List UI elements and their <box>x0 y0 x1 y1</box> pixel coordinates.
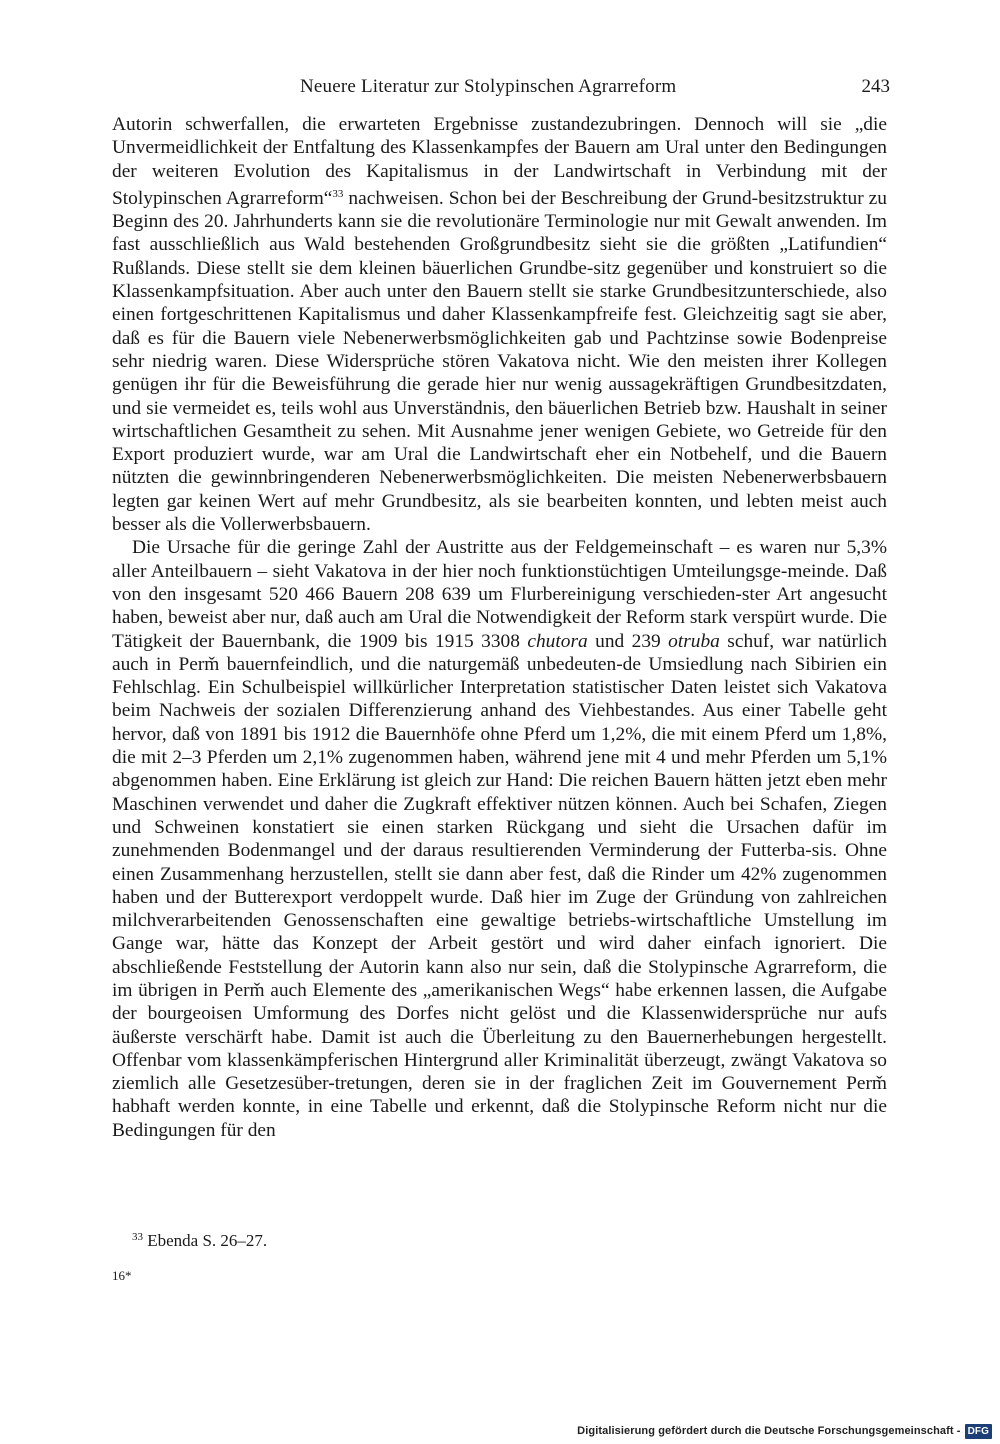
body-text <box>112 113 887 1142</box>
paragraph-1-text-b: nachweisen. Schon bei der Beschreibung der Grund-besitzstruktur zu Beginn des 20. Jahrhunderts kann sie die revolutionäre Terminologie nur mit Gewalt anwenden. Im fast ausschließlich aus Wald bestehenden Großgrundbesitz sieht sie die größten „Latifundien“ Rußlands. Diese stellt sie dem kleinen bäuerlichen Grundbe-sitz gegenüber und konstruiert so die Klassenkampfsituation. Aber auch unter den Bauern stellt sie starke Grundbesitzunterschiede, also einen fortgeschrittenen Kapitalismus und daher Klassenkampfreife fest. Gleichzeitig sagt sie aber, daß es für die Bauern viele Nebenerwerbsmöglichkeiten gab und Pachtzinse sowie Bodenpreise sehr niedrig waren. Diese Widersprüche stören Vakatova nicht. Wie den meisten ihrer Kollegen genügen ihr für die Beweisführung die gerade hier nur wenig aussagekräftigen Grundbesitzdaten, und sie vermeidet es, teils wohl aus Unverständnis, den bäuerlichen Betrieb bzw. Haushalt in seiner wirtschaftlichen Gesamtheit zu sehen. Mit Ausnahme jener wenigen Gebiete, wo Getreide für den Export produziert wurde, war am Ural die Landwirtschaft eher ein Notbehelf, und die Bauern nützten die gewinnbringenderen Nebenerwerbsmöglichkeiten. Die meisten Nebenerwerbsbauern legten gar keinen Wert auf mehr Grundbesitz, als sie bearbeiten konnten, und lebten meist auch besser als die Vollerwerbsbauern. <box>112 187 887 536</box>
footnote-text: Ebenda S. 26–27. <box>143 1231 268 1250</box>
credit-text: Digitalisierung gefördert durch die Deutsche Forschungsgemeinschaft - <box>577 1425 961 1437</box>
paragraph-1-text-a: Autorin schwerfallen, die erwarteten Ergebnisse zustandezubringen. Dennoch will sie „die Unvermeidlichkeit der Entfaltung des Klassenkampfes der Bauern am Ural unter den Bedingungen der weiteren Evolution des Kapitalismus in der Landwirtschaft in Verbindung mit der Stolypinschen Agrarreform“ <box>112 114 887 209</box>
page-number: 243 <box>861 76 890 97</box>
paragraph-2-text-a: Die Ursache für die geringe Zahl der Austritte aus der Feldgemeinschaft – es waren nur 5,3% aller Anteilbauern – sieht Vakatova in der hier noch funktionstüchtigen Umteilungsge-meinde. Daß von den insgesamt 520 466 Bauern 208 639 um Flurbereinigung verschieden-ster Art angesucht haben, beweist aber nur, daß auch am Ural die Notwendigkeit der Reform stark verspürt wurde. Die Tätigkeit der Bauernbank, die 1909 bis 1915 3308 <box>112 537 887 652</box>
paragraph-2-text-c: schuf, war natürlich auch in Perm̌ bauernfeindlich, und die naturgemäß unbedeuten-de Umsiedlung nach Sibirien ein Fehlschlag. Ein Schulbeispiel willkürlicher Interpretation statistischer Daten leistet sich Vakatova beim Nachweis der sozialen Differenzierung anhand des Viehbestandes. Aus einer Tabelle geht hervor, daß von 1891 bis 1912 die Bauernhöfe ohne Pferd um 1,2%, die mit einem Pferd um 1,8%, die mit 2–3 Pferden um 2,1% zugenommen haben, während jene mit 4 und mehr Pferden um 5,1% abgenommen haben. Eine Erklärung ist gleich zur Hand: Die reichen Bauern hätten jetzt eben mehr Maschinen verwendet und daher die Zugkraft effektiver nützen können. Auch bei Schafen, Ziegen und Schweinen konstatiert sie einen starken Rückgang und sieht die Ursachen dafür im zunehmenden Bodenmangel und der daraus resultierenden Verminderung der Futterba-sis. Ohne einen Zusammenhang herzustellen, stellt sie dann aber fest, daß die Rinder um 42% zugenommen haben und der Butterexport verdoppelt wurde. Daß hier im Zuge der Gründung von zahlreichen milchverarbeitenden Genossenschaften eine gewaltige betriebs-wirtschaftliche Umstellung im Gange war, hätte das Konzept der Arbeit gestört und wird daher einfach ignoriert. Die abschließende Feststellung der Autorin kann also nur sein, daß die Stolypinsche Agrarreform, die im übrigen in Perm̌ auch Elemente des „amerikanischen Wegs“ habe erkennen lassen, die Aufgabe der bourgeoisen Umformung des Dorfes nicht gelöst und die Klassenwidersprüche nur aufs äußerste verschärft habe. Damit ist auch die Überleitung zu den Bauernerhebungen hergestellt. Offenbar vom klassenkämpferischen Hintergrund aller Kriminalität überzeugt, zwängt Vakatova so ziemlich alle Gesetzesüber-tretungen, deren sie in der fraglichen Zeit im Gouvernement Perm̌ habhaft werden konnte, in eine Tabelle und erkennt, daß die Stolypinsche Reform nicht nur die Bedingungen für den <box>112 630 887 1141</box>
running-header <box>110 72 890 102</box>
paragraph-2 <box>112 536 887 1142</box>
paragraph-1 <box>112 113 887 536</box>
term-chutora: chutora <box>527 630 588 652</box>
paragraph-2-text-b: und 239 <box>587 630 669 652</box>
dfg-logo-icon: DFG <box>965 1424 992 1439</box>
footnote-number: 33 <box>132 1231 143 1243</box>
digitization-credit <box>577 1422 992 1440</box>
footnote-reference: 33 <box>332 187 344 200</box>
footnote <box>132 1226 267 1252</box>
term-otruba: otruba <box>668 630 720 652</box>
signature-mark: 16* <box>112 1268 132 1283</box>
running-head-title: Neuere Literatur zur Stolypinschen Agrarreform <box>300 76 677 97</box>
